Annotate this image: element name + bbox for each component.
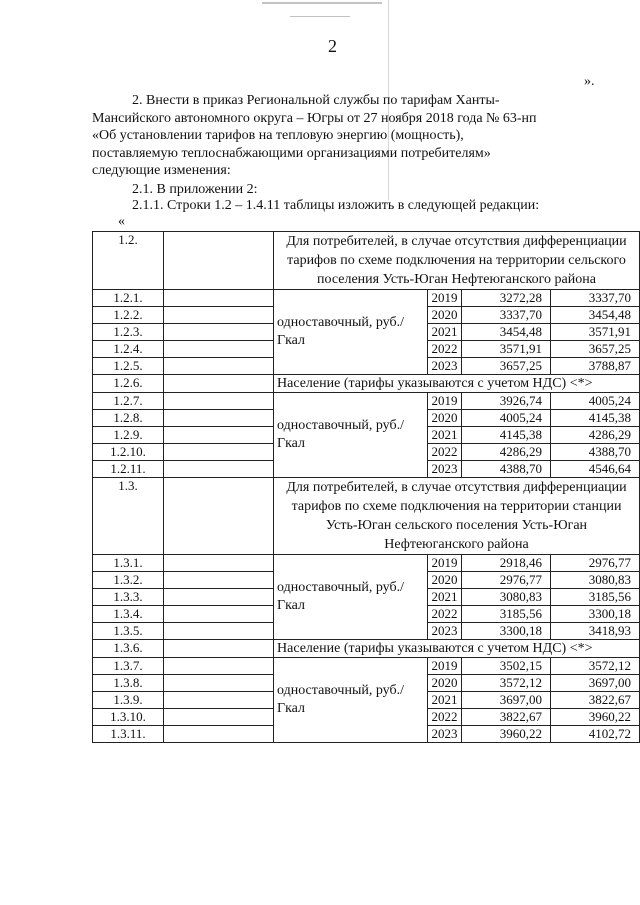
row-number: 1.2.2. <box>93 307 164 324</box>
population-label: Население (тарифы указываются с учетом НДС) <*> <box>274 640 640 658</box>
tariff-first-half: 3272,28 <box>462 290 551 307</box>
empty-cell <box>164 375 274 393</box>
tariff-first-half: 4145,38 <box>462 427 551 444</box>
year-cell: 2020 <box>428 410 462 427</box>
row-number: 1.3.6. <box>93 640 164 658</box>
section-title: Для потребителей, в случае отсутствия дифференциации тарифов по схеме подключения на территории станции Усть-Юган сельского поселения Усть-Юган Нефтеюганского района <box>274 478 640 555</box>
tariff-second-half: 3822,67 <box>551 692 640 709</box>
year-cell: 2019 <box>428 290 462 307</box>
row-number: 1.2.11. <box>93 461 164 478</box>
paragraph-line: 2. Внести в приказ Региональной службы по тарифам Ханты- <box>132 93 500 108</box>
row-number: 1.3. <box>93 478 164 555</box>
year-cell: 2023 <box>428 623 462 640</box>
tariff-second-half: 3788,87 <box>551 358 640 375</box>
section-header-row <box>93 232 640 290</box>
tariff-first-half: 3571,91 <box>462 341 551 358</box>
tariff-second-half: 3454,48 <box>551 307 640 324</box>
section-header-row <box>93 478 640 555</box>
empty-cell <box>164 427 274 444</box>
row-number: 1.2.7. <box>93 393 164 410</box>
tariff-first-half: 3502,15 <box>462 658 551 675</box>
tariff-second-half: 4145,38 <box>551 410 640 427</box>
tariff-first-half: 3960,22 <box>462 726 551 743</box>
row-number: 1.2.9. <box>93 427 164 444</box>
empty-cell <box>164 444 274 461</box>
empty-cell <box>164 555 274 572</box>
empty-cell <box>164 461 274 478</box>
empty-cell <box>164 709 274 726</box>
unit-label: одноставочный, руб./Гкал <box>274 393 428 478</box>
tariff-second-half: 4102,72 <box>551 726 640 743</box>
paragraph-line: поставляемую теплоснабжающими организациями потребителям» <box>92 145 491 161</box>
tariff-first-half: 2918,46 <box>462 555 551 572</box>
year-cell: 2022 <box>428 709 462 726</box>
year-cell: 2022 <box>428 444 462 461</box>
amendment-paragraph <box>92 92 582 180</box>
row-number: 1.3.7. <box>93 658 164 675</box>
empty-cell <box>164 675 274 692</box>
year-cell: 2019 <box>428 555 462 572</box>
row-number: 1.2.4. <box>93 341 164 358</box>
empty-cell <box>164 692 274 709</box>
row-number: 1.2.5. <box>93 358 164 375</box>
tariff-second-half: 3337,70 <box>551 290 640 307</box>
tariff-second-half: 4005,24 <box>551 393 640 410</box>
empty-cell <box>164 232 274 290</box>
sub-item-2-1-1: 2.1.1. Строки 1.2 – 1.4.11 таблицы изложить в следующей редакции: <box>132 198 540 213</box>
year-cell: 2021 <box>428 589 462 606</box>
tariff-first-half: 3926,74 <box>462 393 551 410</box>
empty-cell <box>164 572 274 589</box>
tariff-first-half: 3822,67 <box>462 709 551 726</box>
year-cell: 2019 <box>428 658 462 675</box>
tariff-first-half: 3185,56 <box>462 606 551 623</box>
row-number: 1.3.9. <box>93 692 164 709</box>
year-cell: 2023 <box>428 358 462 375</box>
row-number: 1.2.10. <box>93 444 164 461</box>
row-number: 1.2. <box>93 232 164 290</box>
tariff-first-half: 3454,48 <box>462 324 551 341</box>
row-number: 1.3.5. <box>93 623 164 640</box>
empty-cell <box>164 726 274 743</box>
row-number: 1.2.1. <box>93 290 164 307</box>
tariff-second-half: 4286,29 <box>551 427 640 444</box>
year-cell: 2020 <box>428 572 462 589</box>
closing-quote: ». <box>584 74 595 89</box>
unit-label: одноставочный, руб./Гкал <box>274 290 428 375</box>
empty-cell <box>164 623 274 640</box>
row-number: 1.3.10. <box>93 709 164 726</box>
row-number: 1.3.4. <box>93 606 164 623</box>
tariff-second-half: 3300,18 <box>551 606 640 623</box>
tariff-second-half: 3960,22 <box>551 709 640 726</box>
empty-cell <box>164 410 274 427</box>
empty-cell <box>164 290 274 307</box>
table-row <box>93 555 640 572</box>
tariff-second-half: 3572,12 <box>551 658 640 675</box>
tariff-second-half: 4388,70 <box>551 444 640 461</box>
empty-cell <box>164 324 274 341</box>
year-cell: 2019 <box>428 393 462 410</box>
table-row <box>93 290 640 307</box>
year-cell: 2021 <box>428 324 462 341</box>
sub-item-2-1: 2.1. В приложении 2: <box>132 182 258 197</box>
year-cell: 2023 <box>428 726 462 743</box>
tariff-first-half: 3300,18 <box>462 623 551 640</box>
tariff-first-half: 3572,12 <box>462 675 551 692</box>
empty-cell <box>164 393 274 410</box>
tariff-first-half: 4388,70 <box>462 461 551 478</box>
tariff-second-half: 3571,91 <box>551 324 640 341</box>
population-label: Население (тарифы указываются с учетом НДС) <*> <box>274 375 640 393</box>
scan-smudge <box>262 2 382 4</box>
year-cell: 2021 <box>428 427 462 444</box>
population-row <box>93 640 640 658</box>
unit-label: одноставочный, руб./Гкал <box>274 658 428 743</box>
table-row <box>93 658 640 675</box>
empty-cell <box>164 589 274 606</box>
empty-cell <box>164 341 274 358</box>
unit-label: одноставочный, руб./Гкал <box>274 555 428 640</box>
year-cell: 2021 <box>428 692 462 709</box>
tariff-first-half: 3080,83 <box>462 589 551 606</box>
empty-cell <box>164 640 274 658</box>
row-number: 1.3.2. <box>93 572 164 589</box>
empty-cell <box>164 358 274 375</box>
tariff-second-half: 2976,77 <box>551 555 640 572</box>
tariff-first-half: 3657,25 <box>462 358 551 375</box>
tariff-first-half: 4286,29 <box>462 444 551 461</box>
row-number: 1.3.1. <box>93 555 164 572</box>
tariff-second-half: 3185,56 <box>551 589 640 606</box>
tariff-first-half: 2976,77 <box>462 572 551 589</box>
population-row <box>93 375 640 393</box>
row-number: 1.3.3. <box>93 589 164 606</box>
tariff-second-half: 4546,64 <box>551 461 640 478</box>
page-number: 2 <box>328 36 337 56</box>
row-number: 1.2.8. <box>93 410 164 427</box>
row-number: 1.2.6. <box>93 375 164 393</box>
row-number: 1.3.8. <box>93 675 164 692</box>
empty-cell <box>164 307 274 324</box>
tariff-second-half: 3657,25 <box>551 341 640 358</box>
tariff-first-half: 4005,24 <box>462 410 551 427</box>
year-cell: 2022 <box>428 341 462 358</box>
table-row <box>93 393 640 410</box>
empty-cell <box>164 606 274 623</box>
year-cell: 2022 <box>428 606 462 623</box>
tariff-second-half: 3080,83 <box>551 572 640 589</box>
year-cell: 2020 <box>428 675 462 692</box>
section-title: Для потребителей, в случае отсутствия дифференциации тарифов по схеме подключения на территории сельского поселения Усть-Юган Нефтеюганского района <box>274 232 640 290</box>
year-cell: 2023 <box>428 461 462 478</box>
tariff-first-half: 3697,00 <box>462 692 551 709</box>
tariff-first-half: 3337,70 <box>462 307 551 324</box>
paragraph-line: «Об установлении тарифов на тепловую энергию (мощность), <box>92 128 464 143</box>
tariff-table <box>92 231 640 743</box>
tariff-second-half: 3697,00 <box>551 675 640 692</box>
paragraph-line: Мансийского автономного округа – Югры от 27 ноября 2018 года № 63-нп <box>92 110 537 126</box>
year-cell: 2020 <box>428 307 462 324</box>
scan-smudge <box>290 16 350 17</box>
tariff-second-half: 3418,93 <box>551 623 640 640</box>
row-number: 1.2.3. <box>93 324 164 341</box>
empty-cell <box>164 478 274 555</box>
open-quote: « <box>118 214 125 229</box>
row-number: 1.3.11. <box>93 726 164 743</box>
empty-cell <box>164 658 274 675</box>
paragraph-line: следующие изменения: <box>92 163 231 178</box>
